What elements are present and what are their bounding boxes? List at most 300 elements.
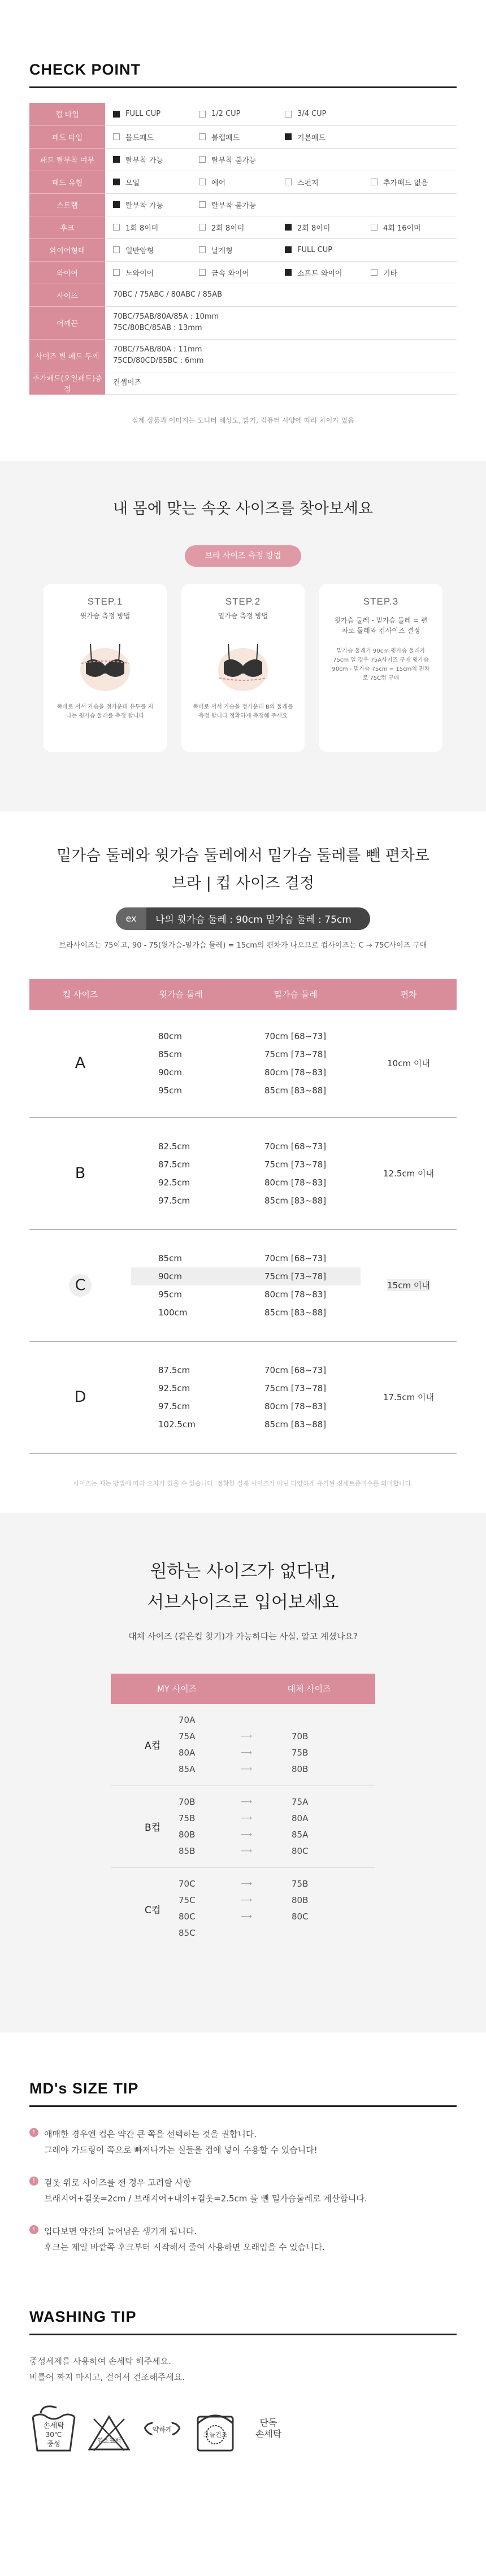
top-bust-cell: 92.5cm (158, 1383, 190, 1393)
checkpoint-text-line: 75CD/80CD/85BC : 6mm (113, 357, 204, 365)
hand-wash-icon (29, 2402, 78, 2454)
under-bust-cell: 70cm [68~73] (264, 1253, 327, 1263)
sub-title-line2: 서브사이즈로 입어보세요 (147, 1592, 339, 1613)
under-bust-cell: 75cm [73~78] (264, 1159, 327, 1170)
top-bust-column (131, 1342, 231, 1453)
bra-top-measure-icon (71, 627, 139, 695)
size-table-header (29, 979, 457, 1010)
steps (0, 584, 486, 752)
checkbox-option (199, 177, 285, 188)
unchecked-box-icon (113, 269, 120, 276)
shade-dry-icon (193, 2402, 237, 2454)
sub-size-cell: 75B (292, 1747, 309, 1758)
under-bust-cell: 85cm [83~88] (264, 1419, 327, 1430)
my-size-cell: 70B (179, 1796, 196, 1807)
no-wring-icon (140, 2402, 184, 2454)
checkbox-option (285, 222, 371, 233)
md-tip-item (29, 2175, 457, 2206)
exclamation-icon: ! (29, 2128, 38, 2137)
diff-label: 17.5cm 이내 (383, 1392, 434, 1402)
checkbox-group (105, 199, 457, 210)
checkpoint-text (105, 377, 457, 389)
wash-label: 약하게 (152, 2425, 172, 2434)
example-pill (116, 907, 370, 930)
checkpoint-label: 후크 (29, 216, 105, 238)
unchecked-box-icon (285, 111, 292, 118)
option-label: 오일 (125, 179, 140, 188)
option-label: 1/2 CUP (211, 110, 241, 119)
under-bust-cell: 85cm [83~88] (264, 1195, 327, 1206)
checkbox-group (105, 132, 457, 142)
top-bust-cell: 85cm (158, 1253, 182, 1263)
checkpoint-row (29, 261, 457, 284)
size-group (29, 1118, 457, 1230)
under-bust-cell: 80cm [78~83] (264, 1067, 327, 1078)
size-table-footnote: 사이즈는 제는 방법에 따라 오차가 있을 수 있습니다. 정확한 실제 사이즈가 아닌 다양하게 유기된 신세트준비수를 의미합니다. (73, 1479, 413, 1487)
option-label: 기타 (383, 269, 398, 278)
top-bust-cell: 102.5cm (158, 1419, 196, 1430)
option-label: 에어 (211, 179, 226, 188)
checked-box-icon (113, 111, 120, 118)
checkpoint-text (105, 289, 457, 301)
checkpoint-value (105, 193, 457, 216)
under-bust-column (231, 1118, 361, 1229)
md-tip-line: 브래지어+겉옷=2cm / 브래지어+내의+겉옷=2.5cm 를 뺀 밑가슴둘레로 계산합니다. (44, 2193, 367, 2204)
top-bust-cell: 80cm (158, 1031, 182, 1041)
md-tip-title: MD's SIZE TIP (29, 2079, 139, 2097)
checkbox-option (285, 177, 371, 188)
step-title: 밑가슴 측정 방법 (218, 611, 268, 620)
checkpoint-row (29, 238, 457, 261)
step-title: 윗가슴 측정 방법 (80, 611, 131, 620)
top-bust-cell: 97.5cm (158, 1401, 190, 1411)
top-bust-cell: 90cm (158, 1067, 182, 1078)
arrow-right-icon: ⟶ (241, 1797, 251, 1806)
md-tip-text (44, 2175, 367, 2206)
washing-tip-section (0, 2272, 486, 2454)
wash-label: 그늘건조 (203, 2431, 228, 2439)
cup-label: B (75, 1165, 86, 1182)
my-size-cell: 85C (179, 1928, 196, 1938)
size-table (29, 979, 457, 1454)
size-guide-section (0, 461, 486, 811)
unchecked-box-icon (199, 269, 206, 276)
checkbox-option (113, 154, 199, 165)
checkpoint-label: 와이어형태 (29, 238, 105, 261)
md-tip-line: 애매한 경우엔 컵은 약간 큰 쪽을 선택하는 것을 권합니다. (44, 2128, 257, 2139)
unchecked-box-icon (199, 201, 206, 208)
my-size-cell: 75A (179, 1731, 196, 1741)
sub-size-table (111, 1674, 375, 1950)
top-bust-cell: 87.5cm (158, 1365, 190, 1375)
md-tip-text (44, 2223, 325, 2255)
my-size-column (179, 1794, 241, 1860)
arrow-right-icon: ⟶ (241, 1896, 251, 1905)
top-bust-column (131, 1118, 231, 1229)
diff-cell (361, 1230, 457, 1341)
unchecked-box-icon (113, 246, 120, 253)
top-bust-cell: 90cm (131, 1267, 231, 1285)
my-size-cell: 80A (179, 1747, 196, 1758)
checkpoint-row (29, 216, 457, 238)
wash-label: 염소표백 (97, 2436, 122, 2444)
checkpoint-value (105, 339, 457, 372)
checkbox-option (285, 132, 371, 142)
checkpoint-rule (29, 86, 457, 88)
header-cell: 편차 (400, 989, 417, 1000)
under-bust-cell: 70cm [68~73] (264, 1141, 327, 1152)
checkpoint-label: 추가패드(오일패드)증정 (29, 372, 105, 394)
checkpoint-value (105, 372, 457, 394)
wash-label: 단독 (259, 2417, 277, 2428)
checkpoint-text (105, 311, 457, 334)
unchecked-box-icon (285, 179, 292, 185)
arrow-right-icon (241, 1712, 292, 1728)
sub-title-line1: 원하는 사이즈가 없다면, (150, 1561, 336, 1582)
checkbox-group (105, 267, 457, 278)
guide-pill: 브라 사이즈 측정 방법 (185, 545, 301, 567)
unchecked-box-icon (199, 246, 206, 253)
arrow-right-icon: ⟶ (241, 1813, 251, 1823)
checkpoint-row (29, 171, 457, 193)
checkbox-group (105, 222, 457, 233)
sub-table-header (111, 1674, 375, 1704)
checkbox-option (199, 245, 285, 255)
no-bleach-icon (87, 2402, 131, 2454)
checkpoint-value (105, 261, 457, 284)
option-label: 4회 16이미 (383, 224, 421, 233)
checkpoint-label: 와이어 (29, 261, 105, 284)
sub-note: 대체 사이즈 (같은컵 찾기)가 가능하다는 사실, 알고 계셨나요? (128, 1631, 358, 1641)
separate-wash-icon (246, 2402, 290, 2454)
checkpoint-title: CHECK POINT (29, 61, 141, 78)
checked-box-icon (285, 269, 292, 276)
checkbox-option (113, 177, 199, 188)
checkbox-option (113, 110, 199, 118)
diff-label: 12.5cm 이내 (383, 1168, 434, 1179)
size-group (29, 1342, 457, 1454)
checkbox-option (113, 267, 199, 278)
header-cell: 윗가슴 둘레 (159, 989, 203, 1000)
checkpoint-label: 패드 타입 (29, 125, 105, 148)
sub-size-group (111, 1704, 375, 1786)
under-bust-cell: 85cm [83~88] (264, 1085, 327, 1096)
checkpoint-value (105, 238, 457, 261)
checkpoint-label: 어깨끈 (29, 306, 105, 339)
unchecked-box-icon (199, 224, 206, 231)
arrow-column (241, 1794, 292, 1860)
md-tip-item (29, 2126, 457, 2158)
checkpoint-label: 스트랩 (29, 193, 105, 216)
unchecked-box-icon (199, 111, 206, 118)
diff-cell (361, 1010, 457, 1117)
checkpoint-row (29, 193, 457, 216)
washing-tip-rule (29, 2334, 457, 2335)
option-label: 3/4 CUP (297, 110, 327, 119)
cup-cell (29, 1010, 131, 1117)
cup-cell (29, 1342, 131, 1453)
checkbox-group (105, 245, 457, 255)
checkpoint-row (29, 306, 457, 339)
option-label: 노와이어 (125, 269, 154, 278)
step-number: STEP.3 (363, 596, 399, 607)
sub-size-group (111, 1868, 375, 1950)
arrow-right-icon: ⟶ (241, 1764, 251, 1774)
calc-section (0, 811, 486, 1488)
washing-line: 중성세제를 사용하여 손세탁 해주세요. (29, 2356, 171, 2366)
diff-cell (361, 1118, 457, 1229)
sub-cup-label: B컵 (145, 1822, 161, 1834)
arrow-right-icon: ⟶ (241, 1912, 251, 1921)
checkpoint-row (29, 372, 457, 394)
option-label: 금속 와이어 (211, 269, 249, 278)
md-tip-line: 후크는 제일 바깥쪽 후크부터 시작해서 줄여 사용하면 오래입을 수 있습니다. (44, 2241, 325, 2252)
diff-cell (361, 1342, 457, 1453)
under-bust-cell: 75cm [73~78] (264, 1383, 327, 1393)
unchecked-box-icon (199, 179, 206, 185)
option-label: 볼캡패드 (211, 133, 240, 142)
checkpoint-label: 사이즈 (29, 284, 105, 306)
checkbox-option (285, 110, 371, 118)
checkpoint-value (105, 171, 457, 193)
unchecked-box-icon (371, 269, 377, 276)
washing-icons (29, 2402, 486, 2454)
calc-title-line1: 밑가슴 둘레와 윗가슴 둘레에서 밑가슴 둘레를 뺀 편차로 (57, 846, 429, 865)
cup-cell (29, 1230, 131, 1341)
checkbox-option (285, 267, 371, 278)
checkpoint-value (105, 216, 457, 238)
sub-size-cell: 80B (292, 1895, 309, 1905)
step-card-1 (44, 584, 167, 752)
top-bust-column (131, 1230, 231, 1341)
md-tip-line: 그래야 가드링이 쪽으로 빠져나가는 실들을 컵에 넣어 수용할 수 있습니다! (44, 2144, 318, 2155)
step-desc: 똑바로 서서 가슴을 정가운데 B의 둘레를 측정 합니다 정확하게 측정해 주세요 (193, 703, 293, 719)
under-bust-column (231, 1010, 361, 1117)
checkpoint-label: 패드 유형 (29, 171, 105, 193)
cup-label: D (74, 1388, 86, 1406)
checkpoint-text-line: 컨셉이즈 (113, 379, 142, 387)
diff-label: 10cm 이내 (387, 1058, 430, 1068)
size-group (29, 1010, 457, 1118)
checkpoint-value (105, 306, 457, 339)
md-tip-rule (29, 2105, 457, 2107)
sub-size-cell (292, 1925, 375, 1941)
md-tip-line: 입다보면 약간의 늘어남은 생기게 됩니다. (44, 2226, 197, 2236)
checkbox-option (199, 132, 285, 142)
top-bust-cell: 92.5cm (158, 1177, 190, 1188)
checkbox-option (371, 222, 457, 233)
step-card-2 (181, 584, 305, 752)
sub-size-column (292, 1794, 375, 1860)
top-bust-cell: 100cm (158, 1307, 188, 1318)
arrow-right-icon: ⟶ (241, 1846, 251, 1856)
my-size-cell: 85B (179, 1845, 196, 1856)
sub-size-cell: 75B (292, 1879, 309, 1889)
option-label: 탈부착 가능 (125, 156, 163, 165)
sub-size-cell: 75A (292, 1796, 309, 1807)
checkbox-option (199, 222, 285, 233)
checkpoint-row (29, 103, 457, 125)
arrow-right-icon: ⟶ (241, 1879, 251, 1888)
checkpoint-text-line: 75C/80BC/85AB : 13mm (113, 324, 202, 332)
top-bust-column (131, 1010, 231, 1117)
checked-box-icon (113, 179, 120, 185)
option-label: 일반암형 (125, 246, 154, 255)
under-bust-column (231, 1230, 361, 1341)
unchecked-box-icon (371, 224, 377, 231)
unchecked-box-icon (113, 224, 120, 231)
example-tag: ex (116, 907, 146, 930)
checkbox-option (199, 267, 285, 278)
sub-size-cell: 70B (292, 1731, 309, 1741)
under-bust-cell: 80cm [78~83] (264, 1289, 327, 1300)
top-bust-cell: 95cm (158, 1085, 182, 1096)
unchecked-box-icon (371, 179, 377, 185)
checkbox-option (199, 110, 285, 118)
checkpoint-value (105, 284, 457, 306)
md-tip-line: 겉옷 위로 사이즈를 잰 경우 고려할 사항 (44, 2177, 192, 2188)
header-cell: 컵 사이즈 (62, 989, 98, 1000)
under-bust-cell: 80cm [78~83] (264, 1177, 327, 1188)
diff-label: 15cm 이내 (387, 1280, 430, 1291)
my-size-cell: 80B (179, 1829, 196, 1840)
option-label: FULL CUP (297, 245, 333, 254)
top-bust-cell: 82.5cm (158, 1141, 190, 1152)
checkpoint-text-line: 70BC/75AB/80A/85A : 10mm (113, 312, 219, 321)
checkbox-option (199, 199, 285, 210)
md-tip-list (29, 2126, 457, 2255)
checkbox-option (371, 177, 457, 188)
sub-size-cell: 80C (292, 1912, 309, 1922)
step-number: STEP.1 (87, 596, 123, 607)
washing-tip-title: WASHING TIP (29, 2308, 137, 2325)
option-label: 추가패드 없음 (383, 179, 428, 188)
checked-box-icon (285, 246, 292, 253)
step-number: STEP.2 (225, 596, 261, 607)
my-size-cell: 80C (179, 1912, 196, 1922)
wash-label: 손세탁 (43, 2421, 64, 2430)
option-label: 몰드패드 (125, 133, 154, 142)
under-bust-cell: 70cm [68~73] (264, 1365, 327, 1375)
checkpoint-section (0, 0, 486, 425)
md-tip-text (44, 2126, 318, 2158)
calc-note: 브라사이즈는 75이고, 90 - 75(윗가슴-밑가슴 둘레) = 15cm의 편차가 나오므로 컵사이즈는 C → 75C사이즈 구매 (59, 941, 427, 950)
checked-box-icon (285, 133, 292, 140)
option-label: 2회 8이미 (297, 224, 331, 233)
my-size-column (179, 1712, 241, 1778)
checkpoint-value (105, 103, 457, 125)
washing-line: 비틀어 짜지 마시고, 걸어서 건조해주세요. (29, 2371, 185, 2382)
checkpoint-text-line: 70BC/75AB/80A : 11mm (113, 345, 202, 354)
option-label: 날개형 (211, 246, 233, 255)
sub-size-cell (292, 1712, 375, 1728)
top-bust-cell: 85cm (158, 1049, 182, 1059)
option-label: 1회 8이미 (125, 224, 159, 233)
header-cell: 밑가슴 둘레 (274, 989, 318, 1000)
size-table-body (29, 1010, 457, 1454)
arrow-column (241, 1876, 292, 1941)
option-label: 탈부착 불가능 (211, 201, 257, 210)
checkbox-option (113, 132, 199, 142)
checked-box-icon (113, 201, 120, 208)
option-label: 스펀지 (297, 179, 319, 188)
unchecked-box-icon (199, 156, 206, 163)
top-bust-cell: 87.5cm (158, 1159, 190, 1170)
sub-table-body (111, 1704, 375, 1950)
arrow-right-icon: ⟶ (241, 1830, 251, 1839)
under-bust-cell: 70cm [68~73] (264, 1031, 327, 1041)
arrow-column (241, 1712, 292, 1778)
checkbox-group (105, 110, 457, 118)
checkpoint-row (29, 148, 457, 171)
checkpoint-text (105, 344, 457, 367)
checked-box-icon (113, 156, 120, 163)
checkpoint-label: 사이즈 별 패드 두께 (29, 339, 105, 372)
checkpoint-label: 컵 타입 (29, 103, 105, 125)
calc-title-line2: 브라 | 컵 사이즈 결정 (171, 874, 315, 892)
checkbox-option (113, 222, 199, 233)
checkpoint-value (105, 148, 457, 171)
header-cell: MY 사이즈 (157, 1684, 197, 1694)
wash-label: 30℃ (45, 2430, 62, 2439)
checkpoint-value (105, 125, 457, 148)
md-tip-section (0, 2032, 486, 2255)
under-bust-cell: 80cm [78~83] (264, 1401, 327, 1411)
arrow-right-icon: ⟶ (241, 1731, 251, 1741)
checkbox-option (113, 199, 199, 210)
my-size-cell: 75C (179, 1895, 196, 1905)
top-bust-cell: 97.5cm (158, 1195, 190, 1206)
checkbox-option (113, 245, 199, 255)
sub-size-cell: 80A (292, 1813, 309, 1823)
checkpoint-note: 실제 상품과 이미지는 모니터 해상도, 밝기, 컴퓨터 사양에 따라 차이가 있음 (132, 416, 354, 424)
option-label: 기본패드 (297, 133, 326, 142)
size-group (29, 1230, 457, 1342)
sub-cup-label: C컵 (145, 1904, 161, 1916)
exclamation-icon: ! (29, 2177, 38, 2186)
my-size-cell: 85A (179, 1763, 196, 1774)
my-size-cell: 70C (179, 1879, 196, 1889)
checkpoint-text-line: 70BC / 75ABC / 80ABC / 85AB (113, 290, 223, 299)
my-size-cell: 75B (179, 1813, 196, 1823)
step-title: 윗가슴 둘레 - 밑가슴 둘레 = 편차로 둘레와 컵사이즈 결정 (334, 616, 428, 635)
checked-box-icon (285, 224, 292, 231)
sub-size-column (292, 1876, 375, 1941)
header-cell: 대체 사이즈 (287, 1684, 331, 1694)
under-bust-cell: 85cm [83~88] (264, 1307, 327, 1318)
sub-size-cell: 85A (292, 1829, 309, 1840)
arrow-right-icon: ⟶ (241, 1748, 251, 1757)
my-size-cell: 70A (179, 1714, 196, 1725)
checkpoint-row (29, 284, 457, 306)
checkpoint-label: 패드 탈부착 여부 (29, 148, 105, 171)
under-bust-cell: 75cm [73~78] (264, 1049, 327, 1059)
cup-cell (29, 1118, 131, 1229)
top-bust-cell: 95cm (158, 1289, 182, 1300)
checkbox-group (105, 154, 457, 165)
guide-title: 내 몸에 맞는 속옷 사이즈를 찾아보세요 (112, 499, 374, 518)
under-bust-cell: 75cm [73~78] (231, 1267, 361, 1285)
under-bust-column (231, 1342, 361, 1453)
step-card-3 (319, 584, 442, 752)
my-size-column (179, 1876, 241, 1941)
step-desc: 똑바로 서서 가슴을 정가운데 유두를 지나는 윗가슴 둘레를 측정 합니다 (57, 703, 154, 719)
cup-label: C (69, 1274, 92, 1297)
checkbox-option (199, 154, 285, 165)
sub-size-group (111, 1786, 375, 1868)
arrow-right-icon (241, 1925, 292, 1941)
checkpoint-row (29, 125, 457, 148)
